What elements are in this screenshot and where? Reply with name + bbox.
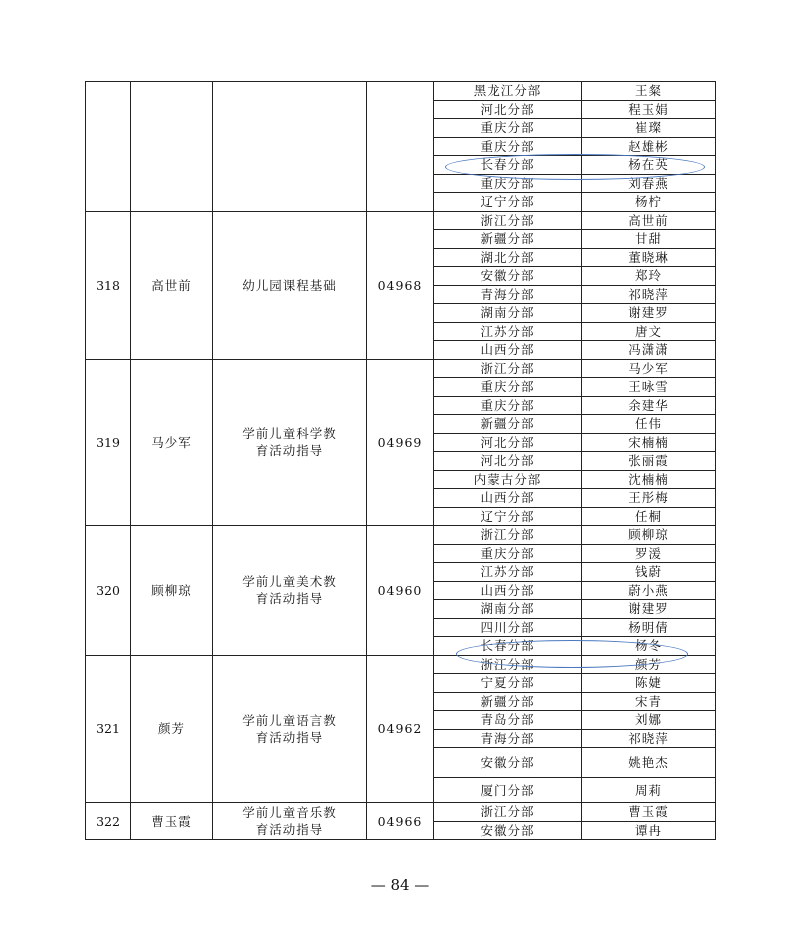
- tutor-cell: 王咏雪: [582, 378, 716, 397]
- branch-cell: 安徽分部: [434, 821, 582, 840]
- tutor-cell: 罗湲: [582, 544, 716, 563]
- branch-cell: 湖南分部: [434, 304, 582, 323]
- branch-cell: 厦门分部: [434, 778, 582, 803]
- branch-cell: 新疆分部: [434, 230, 582, 249]
- branch-cell: 湖北分部: [434, 248, 582, 267]
- course-code-cell: 04960: [367, 526, 434, 656]
- tutor-cell: 沈楠楠: [582, 470, 716, 489]
- course-code-cell: 04966: [367, 803, 434, 840]
- tutor-cell: 杨柠: [582, 193, 716, 212]
- branch-cell: 新疆分部: [434, 692, 582, 711]
- branch-cell: 青海分部: [434, 729, 582, 748]
- branch-cell: 重庆分部: [434, 174, 582, 193]
- tutor-cell: 顾柳琼: [582, 526, 716, 545]
- lead-teacher-cell: 顾柳琼: [131, 526, 213, 656]
- course-name-cell: 学前儿童美术教育活动指导: [213, 526, 367, 656]
- branch-cell: 浙江分部: [434, 359, 582, 378]
- tutor-cell: 蔚小燕: [582, 581, 716, 600]
- branch-cell: 宁夏分部: [434, 674, 582, 693]
- branch-cell: 河北分部: [434, 452, 582, 471]
- branch-cell: 浙江分部: [434, 526, 582, 545]
- lead-teacher-cell: 颜芳: [131, 655, 213, 803]
- tutor-cell: 陈婕: [582, 674, 716, 693]
- course-number-cell: 320: [86, 526, 131, 656]
- branch-cell: 河北分部: [434, 433, 582, 452]
- tutor-cell: 宋楠楠: [582, 433, 716, 452]
- tutor-cell: 宋青: [582, 692, 716, 711]
- tutor-cell: 任伟: [582, 415, 716, 434]
- branch-cell: 重庆分部: [434, 544, 582, 563]
- tutor-cell: 颜芳: [582, 655, 716, 674]
- course-number-cell: 322: [86, 803, 131, 840]
- tutor-cell: 董晓琳: [582, 248, 716, 267]
- branch-cell: 内蒙古分部: [434, 470, 582, 489]
- tutor-cell: 谢建罗: [582, 304, 716, 323]
- course-code-cell: 04969: [367, 359, 434, 526]
- tutor-cell: 刘春燕: [582, 174, 716, 193]
- table-row: [86, 359, 716, 378]
- tutor-cell: 谭冉: [582, 821, 716, 840]
- branch-cell: 青岛分部: [434, 711, 582, 730]
- branch-cell: 山西分部: [434, 581, 582, 600]
- lead-teacher-cell: 曹玉霞: [131, 803, 213, 840]
- branch-cell: 浙江分部: [434, 803, 582, 822]
- branch-cell: 河北分部: [434, 100, 582, 119]
- tutor-cell: 甘甜: [582, 230, 716, 249]
- tutor-cell: 杨明倩: [582, 618, 716, 637]
- tutor-cell: 谢建罗: [582, 600, 716, 619]
- table-row: [86, 211, 716, 230]
- branch-cell: 重庆分部: [434, 396, 582, 415]
- tutor-cell: 余建华: [582, 396, 716, 415]
- branch-cell: 重庆分部: [434, 119, 582, 138]
- tutor-cell: 赵雄彬: [582, 137, 716, 156]
- course-code-cell: 04962: [367, 655, 434, 803]
- tutor-cell: 郑玲: [582, 267, 716, 286]
- branch-cell: 江苏分部: [434, 322, 582, 341]
- tutor-cell: 崔璨: [582, 119, 716, 138]
- tutor-cell: 高世前: [582, 211, 716, 230]
- lead-teacher-cell: 高世前: [131, 211, 213, 359]
- branch-cell: 重庆分部: [434, 137, 582, 156]
- branch-cell: 山西分部: [434, 489, 582, 508]
- branch-cell: 重庆分部: [434, 378, 582, 397]
- tutor-cell: 冯潇潇: [582, 341, 716, 360]
- page-number: — 84 —: [370, 876, 430, 894]
- course-code-cell: [367, 82, 434, 212]
- branch-cell: 青海分部: [434, 285, 582, 304]
- tutor-cell: 杨在英: [582, 156, 716, 175]
- teacher-assignment-table: [85, 81, 716, 840]
- branch-cell: 辽宁分部: [434, 193, 582, 212]
- table-row: [86, 655, 716, 674]
- lead-teacher-cell: 马少军: [131, 359, 213, 526]
- course-number-cell: [86, 82, 131, 212]
- branch-cell: 浙江分部: [434, 655, 582, 674]
- course-number-cell: 318: [86, 211, 131, 359]
- tutor-cell: 张丽霞: [582, 452, 716, 471]
- tutor-cell: 杨冬: [582, 637, 716, 656]
- course-number-cell: 321: [86, 655, 131, 803]
- tutor-cell: 祁晓萍: [582, 729, 716, 748]
- branch-cell: 长春分部: [434, 156, 582, 175]
- course-number-cell: 319: [86, 359, 131, 526]
- course-name-cell: [213, 82, 367, 212]
- course-name-cell: 学前儿童语言教育活动指导: [213, 655, 367, 803]
- tutor-cell: 姚艳杰: [582, 748, 716, 778]
- table-row: [86, 803, 716, 822]
- tutor-cell: 王彤梅: [582, 489, 716, 508]
- tutor-cell: 王粲: [582, 82, 716, 101]
- lead-teacher-cell: [131, 82, 213, 212]
- tutor-cell: 程玉娟: [582, 100, 716, 119]
- branch-cell: 四川分部: [434, 618, 582, 637]
- course-name-cell: 学前儿童科学教育活动指导: [213, 359, 367, 526]
- branch-cell: 长春分部: [434, 637, 582, 656]
- tutor-cell: 马少军: [582, 359, 716, 378]
- branch-cell: 湖南分部: [434, 600, 582, 619]
- branch-cell: 黑龙江分部: [434, 82, 582, 101]
- branch-cell: 新疆分部: [434, 415, 582, 434]
- table-row: [86, 526, 716, 545]
- tutor-cell: 周莉: [582, 778, 716, 803]
- tutor-cell: 任桐: [582, 507, 716, 526]
- branch-cell: 浙江分部: [434, 211, 582, 230]
- course-code-cell: 04968: [367, 211, 434, 359]
- tutor-cell: 唐文: [582, 322, 716, 341]
- course-name-cell: 学前儿童音乐教育活动指导: [213, 803, 367, 840]
- branch-cell: 辽宁分部: [434, 507, 582, 526]
- tutor-cell: 曹玉霞: [582, 803, 716, 822]
- tutor-cell: 祁晓萍: [582, 285, 716, 304]
- tutor-cell: 钱蔚: [582, 563, 716, 582]
- branch-cell: 江苏分部: [434, 563, 582, 582]
- course-name-cell: 幼儿园课程基础: [213, 211, 367, 359]
- table-row: [86, 82, 716, 101]
- branch-cell: 安徽分部: [434, 748, 582, 778]
- branch-cell: 山西分部: [434, 341, 582, 360]
- tutor-cell: 刘娜: [582, 711, 716, 730]
- branch-cell: 安徽分部: [434, 267, 582, 286]
